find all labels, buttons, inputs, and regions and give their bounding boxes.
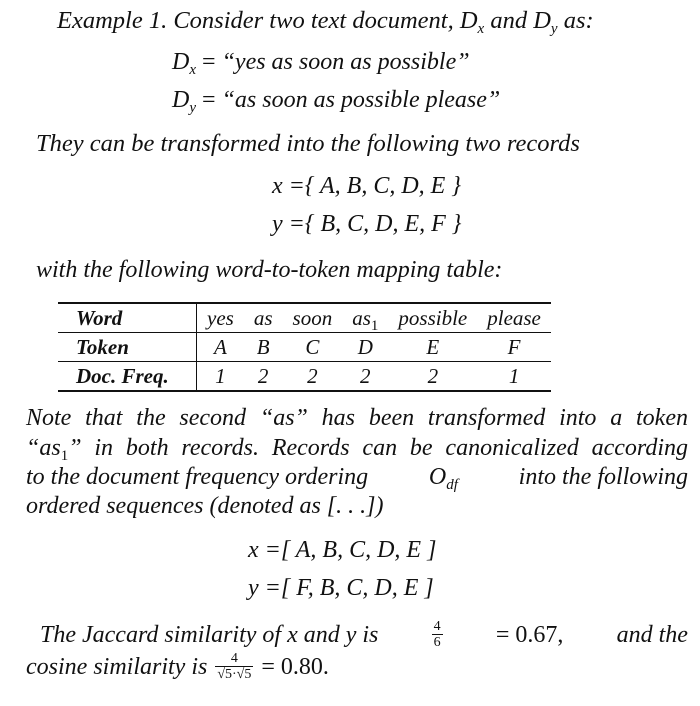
note-text: to the document frequency ordering: [26, 464, 369, 490]
sequence-x: [248, 535, 436, 565]
doc-text: “as soon as possible please”: [221, 87, 501, 113]
jaccard-fraction: [432, 620, 443, 650]
record-expr: ={ A, B, C, D, E }: [282, 173, 461, 199]
table-cell: D: [357, 334, 373, 359]
sequence-y: [248, 573, 434, 603]
cosine-fraction: [215, 652, 253, 682]
mapping-text: with the following word-to-token mapping table:: [36, 257, 503, 283]
doc-name: D: [172, 49, 190, 75]
table-cell: F: [507, 334, 521, 359]
row-header: Word: [58, 303, 197, 333]
table-cell: 1: [215, 363, 226, 388]
example-label: Example 1.: [57, 7, 168, 34]
dx-sub: x: [477, 21, 485, 37]
seq-expr: =[ F, B, C, D, E ]: [258, 575, 434, 601]
table-cell: 1: [508, 363, 520, 388]
row-header: Doc. Freq.: [58, 362, 197, 392]
table-row: [58, 333, 551, 362]
table-cell: please: [487, 305, 541, 330]
record-var: x: [272, 173, 283, 199]
table-cell: B: [256, 334, 270, 359]
cosine-text: cosine similarity is: [26, 654, 208, 680]
odf-sub: df: [446, 477, 458, 493]
example-intro: Consider two text document,: [173, 7, 454, 34]
note-line-4: ordered sequences (denoted as [. . .]): [26, 493, 384, 519]
cell-text: as: [352, 305, 371, 330]
table-cell: 2: [307, 363, 318, 388]
table-cell: 2: [257, 363, 269, 388]
dy-sub: y: [550, 21, 558, 37]
numerator: 4: [433, 619, 441, 634]
note-line-1: Note that the second “as” has been transformed into a token: [26, 405, 688, 431]
table-row: [58, 362, 551, 392]
dy: D: [533, 7, 551, 34]
document-dy: [172, 85, 500, 115]
table-cell: soon: [292, 305, 333, 330]
jaccard-text: The Jaccard similarity of x and y is: [40, 622, 379, 648]
doc-sub: x: [189, 62, 197, 78]
odf-symbol: [429, 462, 458, 492]
doc-sub: y: [189, 100, 197, 116]
record-var: y: [272, 211, 283, 237]
jaccard-tail: and the: [616, 622, 688, 648]
and-word: and: [490, 7, 528, 34]
example-heading: [57, 6, 594, 36]
doc-text: “yes as soon as possible”: [221, 49, 470, 75]
record-expr: ={ B, C, D, E, F }: [282, 211, 462, 237]
table-cell: as: [253, 305, 273, 330]
transform-text: They can be transformed into the following two records: [36, 130, 580, 157]
jaccard-line: [40, 620, 688, 650]
jaccard-result: = 0.67,: [495, 622, 564, 648]
denominator: √5·√5: [217, 667, 252, 682]
record-y: [272, 209, 461, 239]
table-cell: yes: [207, 305, 234, 330]
odf-letter: O: [428, 464, 447, 490]
note-line-3: [26, 462, 688, 492]
cell-sub: 1: [370, 317, 379, 334]
dx: D: [459, 7, 478, 34]
note-text: into the following: [518, 464, 688, 490]
seq-var: y: [248, 575, 259, 601]
denominator: 6: [433, 635, 441, 650]
record-x: [272, 171, 461, 201]
cosine-result: = 0.80.: [261, 654, 329, 680]
document-dx: [172, 47, 470, 77]
table-cell: 2: [360, 363, 371, 388]
table-cell: possible: [398, 305, 468, 330]
table-cell: E: [426, 334, 440, 359]
note-token-sub: 1: [60, 448, 69, 464]
as-word: as:: [563, 7, 594, 34]
table-cell: A: [214, 334, 227, 359]
doc-name: D: [172, 87, 190, 113]
table-cell: [342, 303, 388, 333]
row-header: Token: [58, 333, 197, 362]
table-cell: 2: [427, 363, 439, 388]
mapping-table: [58, 302, 551, 392]
equals: =: [196, 49, 222, 75]
note-line-2: [26, 433, 688, 463]
numerator: 4: [215, 652, 253, 667]
note-token: “as: [26, 435, 61, 461]
seq-var: x: [248, 537, 259, 563]
table-row: [58, 303, 551, 333]
note-text: ” in both records. Records can be canonicalized according: [68, 435, 688, 461]
seq-expr: =[ A, B, C, D, E ]: [258, 537, 437, 563]
cosine-line: [26, 652, 329, 682]
table-cell: C: [305, 334, 320, 359]
equals: =: [196, 87, 222, 113]
